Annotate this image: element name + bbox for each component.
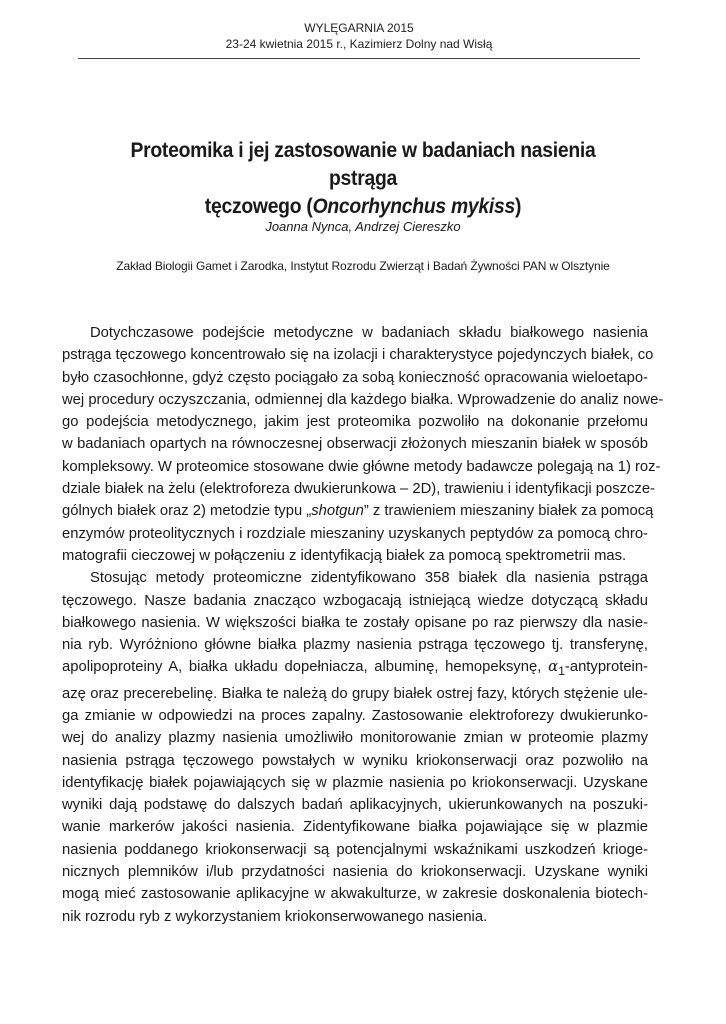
text-segment: ” z trawieniem mieszaniny białek za pomocą xyxy=(363,503,654,520)
article-body xyxy=(62,322,664,928)
text-segment: -antyprotein- xyxy=(564,659,648,676)
title-close-paren: ) xyxy=(515,194,522,218)
text-segment: apolipoproteiny A, białka układu dopełniacza, albuminę, hemopeksynę, xyxy=(62,659,549,676)
text-line: nasienia poddanego kriokonserwacji są potencjalnymi wskaźnikami uszkodzeń kriogе- xyxy=(62,841,648,858)
text-line: było czasochłonne, gdyż często pociągało za sobą konieczność opracowania wieloetapo- xyxy=(62,369,648,386)
running-header xyxy=(78,20,640,52)
text-line: pstrąga tęczowego koncentrowało się na izolacji i charakterystyce pojedynczych białek, co xyxy=(62,347,654,364)
text-line: enzymów proteolitycznych i rozdziale mieszaniny uzyskanych peptydów za pomocą chro- xyxy=(62,525,648,542)
shotgun-term: shotgun xyxy=(311,503,364,520)
affiliation: Zakład Biologii Gamet i Zarodka, Instytut Rozrodu Zwierząt i Badań Żywności PAN w Olsztynie xyxy=(116,259,610,273)
text-segment: gólnych białek oraz 2) metodzie typu „ xyxy=(62,503,312,520)
text-line: wanie markerów jakości nasienia. Zidentyfikowane białka pojawiające się w plazmie xyxy=(62,819,648,836)
paragraph-1 xyxy=(62,322,664,567)
text-line: Dotychczasowe podejście metodyczne w badaniach składu białkowego nasienia xyxy=(90,325,648,341)
title-line-2 xyxy=(99,192,626,220)
alpha-symbol: α xyxy=(548,658,559,676)
text-line: Stosując metody proteomiczne zidentyfikowano 358 białek dla nasienia pstrąga xyxy=(90,570,648,587)
text-line: nasienia pstrąga tęczowego powstałych w wyniku kriokonserwacji oraz pozwoliło na xyxy=(62,752,648,769)
header-event-date-place: 23-24 kwietnia 2015 r., Kazimierz Dolny nad Wisłą xyxy=(225,37,493,51)
title-species: Oncorhynchus mykiss xyxy=(312,194,516,218)
text-line xyxy=(62,500,654,522)
text-line: nia ryb. Wyróżniono główne białka plazmy nasienia pstrąga tęczowego tj. transferynę, xyxy=(62,637,648,654)
title-text: tęczowego ( xyxy=(204,194,313,218)
text-line: wyniki dają podstawę do dalszych badań aplikacyjnych, ukierunkowanych na poszuki- xyxy=(62,797,648,814)
text-line: azę oraz precerebelinę. Białka te należą do grupy białek ostrej fazy, których stężenie ule- xyxy=(62,685,648,702)
text-line: nicznych plemników i/lub przydatności nasienia do kriokonserwacji. Uzyskane wyniki xyxy=(62,864,648,881)
text-line: matografii cieczowej w połączeniu z identyfikacją białek za pomocą spektrometrii mas. xyxy=(62,547,627,564)
authors: Joanna Nynca, Andrzej Ciereszko xyxy=(265,219,461,234)
text-line xyxy=(62,656,648,682)
text-line: białkowego nasienia. W większości białka te zostały opisane po raz pierwszy dla nasie- xyxy=(62,614,648,631)
text-line: wej procedury oczyszczania, odmiennej dla każdego białka. Wprowadzenie do analiz nowe- xyxy=(62,391,664,408)
text-line: mogą mieć zastosowanie aplikacyjne w akwakulturze, w zakresie doskonalenia biotech- xyxy=(62,886,648,903)
header-rule xyxy=(78,58,640,59)
text-line: w badaniach opartych na równoczesnej obserwacji złożonych mieszanin białek w sposób xyxy=(62,436,648,453)
header-event-name: WYLĘGARNIA 2015 xyxy=(304,21,414,35)
text-line: go podejścia metodycznego, jakim jest proteomika pozwoliło na dokonanie przełomu xyxy=(62,414,648,431)
text-line: tęczowego. Nasze badania znacząco wzbogacają istniejącą wiedze dotyczącą składu xyxy=(62,592,648,609)
alpha-subscript: 1 xyxy=(558,664,565,679)
paragraph-2 xyxy=(62,567,648,928)
text-line: wej do analizy plazmy nasienia umożliwiło monitorowanie zmian w proteomie plazmy xyxy=(62,730,648,747)
text-line: identyfikację białek pojawiających się w plazmie nasienia po kriokonserwacji. Uzyskane xyxy=(62,774,648,791)
title-line-1: Proteomika i jej zastosowanie w badaniach nasienia pstrąga xyxy=(130,138,596,190)
text-line: nik rozrodu ryb z wykorzystaniem kriokonserwowanego nasienia. xyxy=(62,908,488,925)
text-line: dziale białek na żelu (elektroforeza dwukierunkowa – 2D), trawieniu i identyfikacji poszcze- xyxy=(62,481,655,498)
text-line: kompleksowy. W proteomice stosowane dwie główne metody badawcze polegają na 1) roz- xyxy=(62,458,661,475)
article-title xyxy=(99,136,626,220)
text-line: ga zmianie w odpowiedzi na proces zapalny. Zastosowanie elektroforezy dwukierunko- xyxy=(62,708,648,724)
